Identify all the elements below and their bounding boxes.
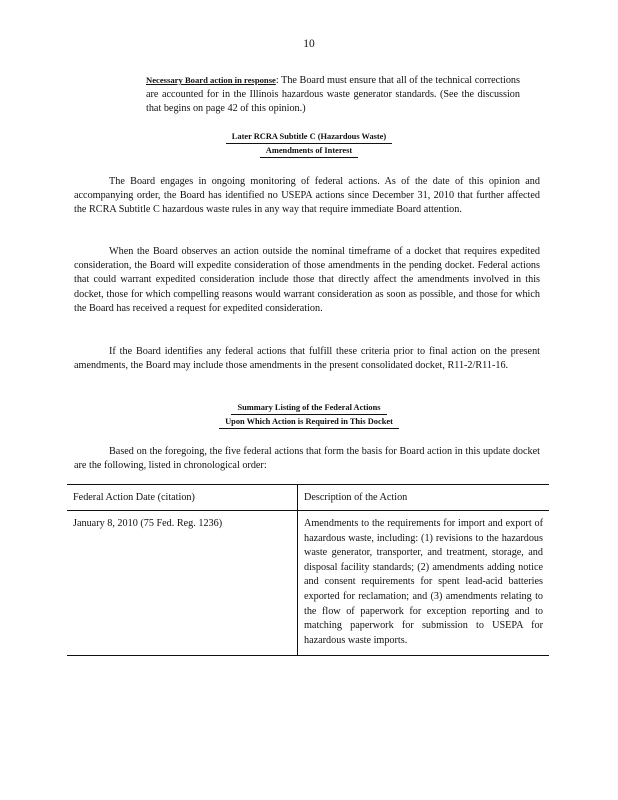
heading-line-1: Summary Listing of the Federal Actions	[231, 401, 386, 415]
paragraph-consolidated-docket: If the Board identifies any federal actions that fulfill these criteria prior to final action on the present amendments, the Board may include those amendments in the present consolidated docket, R11-2/R11-16.	[74, 346, 540, 372]
federal-actions-table	[67, 484, 549, 656]
paragraph-monitoring: The Board engages in ongoing monitoring of federal actions. As of the date of this opinion and accompanying order, the Board has identified no USEPA actions since December 31, 2010 that further affected the RCRA Subtitle C hazardous waste rules in any way that require immediate Board attention.	[74, 176, 540, 216]
heading-line-2: Upon Which Action is Required in This Docket	[219, 415, 399, 429]
page-number: 10	[303, 38, 315, 50]
heading-line-1: Later RCRA Subtitle C (Hazardous Waste)	[226, 130, 392, 144]
necessary-action-paragraph	[146, 73, 520, 117]
table-row	[67, 511, 549, 656]
action-description-cell: Amendments to the requirements for import and export of hazardous waste, including: (1) revisions to the hazardous waste generator, transporter, and treatment, storage, and disposal facility standards; (2) amendments adding notice and consent requirements for spent lead-acid batteries exported for reclamation; and (3) amendments relating to the flow of paperwork for exception reporting and to matching paperwork for submission to USEPA for hazardous waste imports.	[304, 518, 543, 646]
column-header-date: Federal Action Date (citation)	[67, 485, 298, 511]
section-heading-later-amendments	[150, 130, 468, 158]
necessary-action-text: : The Board must ensure that all of the technical corrections are accounted for in the Illinois hazardous waste generator standards. (See the discussion that begins on page 42 of this opinion.)	[146, 75, 520, 115]
heading-line-2: Amendments of Interest	[260, 144, 358, 158]
action-date-cell: January 8, 2010 (75 Fed. Reg. 1236)	[67, 511, 298, 656]
section-heading-summary-listing	[150, 401, 468, 429]
paragraph-five-actions: Based on the foregoing, the five federal actions that form the basis for Board action in this update docket are the following, listed in chronological order:	[74, 446, 540, 472]
paragraph-expedited-consideration: When the Board observes an action outside the nominal timeframe of a docket that requires expedited consideration, the Board will expedite consideration of those amendments in the pending docket. Federal actions that could warrant expedited consideration include those that directly affect the amendments involved in this docket, those for which compelling reasons would warrant consideration as soon as possible, and those for which the Board has received a request for expedited consideration.	[74, 246, 540, 314]
column-header-description: Description of the Action	[304, 492, 408, 503]
necessary-action-label: Necessary Board action in response	[146, 75, 276, 85]
table-header-row	[67, 485, 549, 511]
